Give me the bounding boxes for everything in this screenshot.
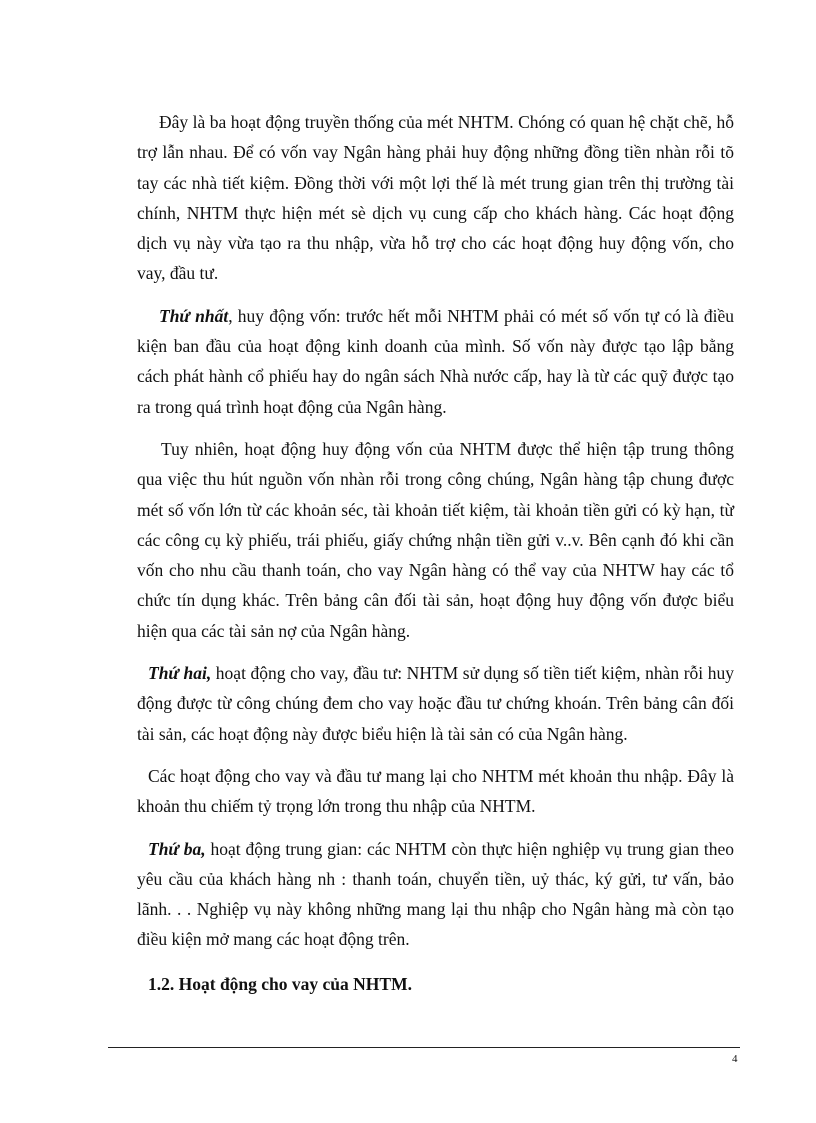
paragraph-lead: Thứ nhất <box>159 305 229 326</box>
paragraph-text: Các hoạt động cho vay và đầu tư mang lại cho NHTM mét khoản thu nhập. Đây là khoản thu chiếm tỷ trọng lớn trong thu nhập của NHTM. <box>137 765 734 817</box>
paragraph-intro <box>137 107 734 289</box>
paragraph-lead: Thứ ba, <box>148 838 206 859</box>
paragraph-cho-vay <box>137 761 734 822</box>
footer-divider <box>108 1047 740 1048</box>
paragraph-tuy-nhien <box>137 434 734 646</box>
paragraph-text: hoạt động cho vay, đầu tư: NHTM sử dụng số tiền tiết kiệm, nhàn rỗi huy động được từ công chúng đem cho vay hoặc đầu tư chứng khoán. Trên bảng cân đối tài sản, các hoạt động này được biểu hiện là tài sản có của Ngân hàng. <box>137 663 734 744</box>
paragraph-thu-hai <box>137 658 734 749</box>
paragraph-text: hoạt động trung gian: các NHTM còn thực hiện nghiệp vụ trung gian theo yêu cầu của khách hàng nh : thanh toán, chuyển tiền, uỷ thác, ký gửi, tư vấn, bảo lãnh. . . Nghiệp vụ này không những mang lại thu nhập cho Ngân hàng mà còn tạo điều kiện mở mang các hoạt động trên. <box>137 838 734 950</box>
paragraph-text: Tuy nhiên, hoạt động huy động vốn của NHTM được thể hiện tập trung thông qua việc thu hút nguồn vốn nhàn rỗi trong công chúng, Ngân hàng tập chung được mét số vốn lớn từ các khoản séc, tài khoản tiết kiệm, tài khoản tiền gửi có kỳ hạn, từ các công cụ kỳ phiếu, trái phiếu, giấy chứng nhận tiền gửi v..v. Bên cạnh đó khi cần vốn cho nhu cầu thanh toán, cho vay Ngân hàng có thể vay của NHTW hay các tổ chức tín dụng khác. Trên bảng cân đối tài sản, hoạt động huy động vốn được biểu hiện qua các tài sản nợ của Ngân hàng. <box>137 438 734 641</box>
paragraph-thu-nhat <box>137 301 734 422</box>
paragraph-text: , huy động vốn: trước hết mỗi NHTM phải có mét số vốn tự có là điều kiện ban đầu của hoạt động kinh doanh của mình. Số vốn này được tạo lập bằng cách phát hành cổ phiếu hay do ngân sách Nhà nước cấp, hay là từ các quỹ được tạo ra trong quá trình hoạt động của Ngân hàng. <box>137 305 734 417</box>
paragraph-lead: Thứ hai, <box>148 663 212 684</box>
page-number: 4 <box>732 1053 738 1065</box>
paragraph-text: Đây là ba hoạt động truyền thống của mét NHTM. Chóng có quan hệ chặt chẽ, hỗ trợ lẫn nhau. Để có vốn vay Ngân hàng phải huy động những đồng tiền nhàn rỗi tõ tay các nhà tiết kiệm. Đồng thời với một lợi thế là mét trung gian trên thị trường tài chính, NHTM thực hiện mét sè dịch vụ cung cấp cho khách hàng. Các hoạt động dịch vụ này vừa tạo ra thu nhập, vừa hỗ trợ cho các hoạt động huy động vốn, cho vay, đầu tư. <box>137 112 734 284</box>
body-text <box>137 107 734 999</box>
paragraph-thu-ba <box>137 834 734 955</box>
section-heading: 1.2. Hoạt động cho vay của NHTM. <box>148 973 412 994</box>
